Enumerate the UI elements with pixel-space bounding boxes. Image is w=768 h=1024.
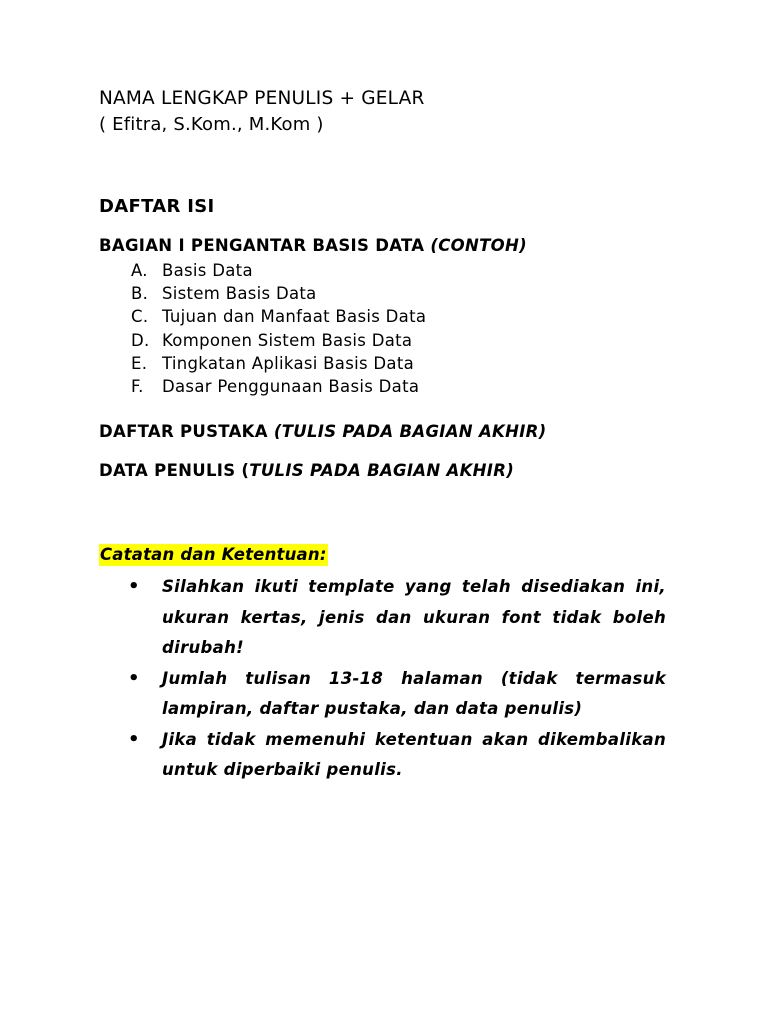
toc-item-label: Tingkatan Aplikasi Basis Data — [162, 353, 415, 373]
note-item — [128, 572, 666, 664]
toc-item — [131, 375, 426, 398]
toc-item — [131, 305, 426, 328]
bullet-icon: • — [128, 576, 140, 597]
bullet-icon: • — [128, 728, 140, 750]
toc-item-label: Dasar Penggunaan Basis Data — [162, 377, 420, 397]
author-example: ( Efitra, S.Kom., M.Kom ) — [99, 114, 324, 135]
toc-section-title — [99, 235, 527, 257]
toc-item-label: Tujuan dan Manfaat Basis Data — [162, 307, 427, 327]
notes-heading: Catatan dan Ketentuan: — [100, 545, 327, 564]
bibliography-note: (TULIS PADA BAGIAN AKHIR) — [273, 422, 547, 441]
toc-item-marker: A. — [131, 261, 148, 280]
toc-item-marker: E. — [131, 353, 148, 373]
toc-item-marker: D. — [131, 330, 150, 350]
note-item — [128, 725, 666, 786]
toc-item — [131, 352, 426, 375]
toc-item-label: Komponen Sistem Basis Data — [162, 330, 413, 350]
author-data-note: TULIS PADA BAGIAN AKHIR) — [249, 461, 515, 480]
toc-bibliography — [99, 421, 547, 443]
toc-item — [131, 329, 426, 352]
bibliography-label: DAFTAR PUSTAKA — [99, 422, 274, 441]
note-text: Jumlah tulisan 13-18 halaman (tidak termasuk lampiran, daftar pustaka, dan data penulis) — [162, 668, 666, 718]
toc-author-data — [99, 460, 514, 482]
note-text: Jika tidak memenuhi ketentuan akan dikembalikan untuk diperbaiki penulis. — [162, 729, 666, 779]
toc-item-label: Sistem Basis Data — [162, 284, 317, 304]
notes-list — [128, 572, 666, 786]
note-text: Silahkan ikuti template yang telah disediakan ini, ukuran kertas, jenis dan ukuran font tidak boleh dirubah! — [162, 577, 666, 657]
toc-item-marker: B. — [131, 284, 149, 304]
bullet-icon: • — [128, 667, 140, 689]
toc-heading: DAFTAR ISI — [99, 196, 215, 217]
toc-item — [131, 259, 426, 282]
toc-list — [131, 259, 426, 398]
toc-item-marker: C. — [131, 307, 149, 327]
section-label: BAGIAN I PENGANTAR BASIS DATA — [99, 236, 431, 255]
author-data-label: DATA PENULIS ( — [99, 461, 250, 480]
note-item — [128, 664, 666, 725]
section-note: (CONTOH) — [430, 236, 527, 255]
author-name-heading: NAMA LENGKAP PENULIS + GELAR — [99, 88, 425, 109]
toc-item-label: Basis Data — [162, 261, 253, 280]
toc-item — [131, 282, 426, 305]
toc-item-marker: F. — [131, 377, 144, 397]
